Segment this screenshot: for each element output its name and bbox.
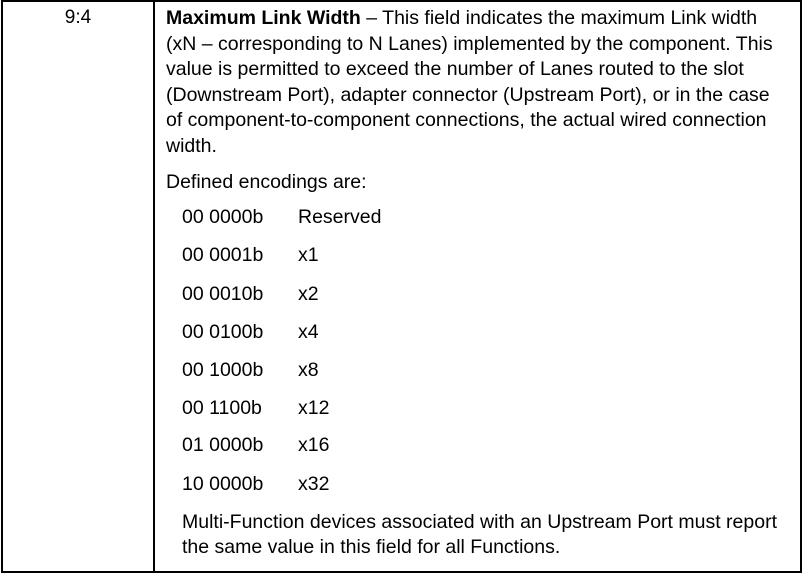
field-description: [166, 6, 791, 159]
encoding-code: 00 1100b: [182, 397, 262, 419]
encoding-row: [182, 205, 381, 230]
encoding-row: [182, 358, 319, 383]
encoding-meaning: x4: [298, 321, 319, 343]
encoding-meaning: x8: [298, 359, 319, 381]
encoding-code: 00 0100b: [182, 321, 264, 343]
table-border-bottom: [1, 571, 802, 573]
encoding-meaning: x12: [298, 397, 330, 419]
field-description-text: – This field indicates the maximum Link width (xN – corresponding to N Lanes) implemented by the component. This value is permitted to exceed the number of Lanes routed to the slot (Downstream Port), adapter connector (Upstream Port), or in the case of component-to-component connections, the actual wired connection width.: [166, 7, 773, 157]
encoding-meaning: x16: [298, 434, 330, 456]
encoding-code: 10 0000b: [182, 473, 264, 495]
encoding-meaning: Reserved: [298, 206, 382, 228]
usage-note: Multi-Function devices associated with an Upstream Port must report the same value in this field for all Functions.: [182, 511, 777, 558]
encoding-code: 01 0000b: [182, 434, 264, 456]
encoding-row: [182, 472, 329, 497]
encoding-row: [182, 433, 329, 458]
table-border-top: [1, 0, 802, 2]
encoding-meaning: x1: [298, 244, 319, 266]
encodings-intro: Defined encodings are:: [166, 171, 367, 193]
column-divider: [153, 0, 155, 573]
encoding-row: [182, 396, 329, 421]
encoding-row: [182, 243, 319, 268]
encoding-code: 00 0001b: [182, 244, 264, 266]
encoding-code: 00 1000b: [182, 359, 264, 381]
encoding-code: 00 0000b: [182, 206, 264, 228]
bit-range-cell: 9:4: [64, 7, 92, 28]
encoding-meaning: x2: [298, 283, 319, 305]
table-border-right: [800, 0, 802, 573]
encoding-row: [182, 320, 319, 345]
encoding-meaning: x32: [298, 473, 330, 495]
encoding-code: 00 0010b: [182, 283, 264, 305]
field-name: Maximum Link Width: [166, 7, 361, 29]
table-border-left: [1, 0, 3, 573]
encoding-row: [182, 282, 319, 307]
